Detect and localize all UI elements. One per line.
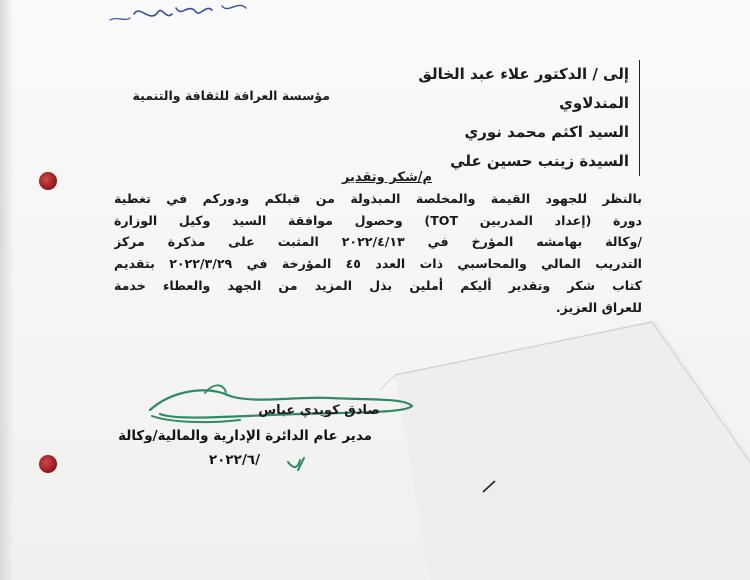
recipient-line-2: السيد اكثم محمد نوري (464, 123, 629, 141)
recipient-line-1: إلى / الدكتور علاء عبد الخالق المندلاوي (418, 65, 629, 112)
signatory-name: صادق كويدي عباس (258, 403, 380, 418)
letter-subject: م/شكر وتقدير (341, 170, 432, 185)
binder-hole-bottom (39, 455, 57, 473)
body-line-1: بالنظر للجهود القيمة والمخلصة المبذولة من قبلكم ودوركم في تغطية (114, 191, 642, 206)
recipients-block (359, 60, 640, 176)
body-line-5: كتاب شكر وتقدير أليكم أملين بذل المزيد من الجهد والعطاء خدمة (114, 277, 642, 293)
letter-date: ٢٠٢٢/٦/ (208, 452, 260, 468)
body-line-2: دورة (إعداد المدربين TOT) وحصول موافقة السيد وكيل الوزارة (114, 212, 642, 228)
body-line-4: التدريب المالي والمحاسبي ذات العدد ٤٥ المؤرخة في ٢٠٢٢/٣/٢٩ بتقديم (114, 256, 642, 272)
organization-name: مؤسسة العراقة للثقافة والتنمية (132, 88, 330, 103)
body-line-3: /وكالة بهامشه المؤرخ في ٢٠٢٢/٤/١٣ المثبت على مذكرة مركز (114, 234, 642, 250)
binder-hole-top (39, 172, 57, 190)
letter-body (114, 188, 642, 318)
body-line-6: للعراق العزيز. (555, 299, 642, 315)
recipient-line-3: السيدة زينب حسين علي (450, 152, 629, 170)
signatory-title: مدير عام الدائرة الإدارية والمالية/وكالة (118, 428, 372, 444)
